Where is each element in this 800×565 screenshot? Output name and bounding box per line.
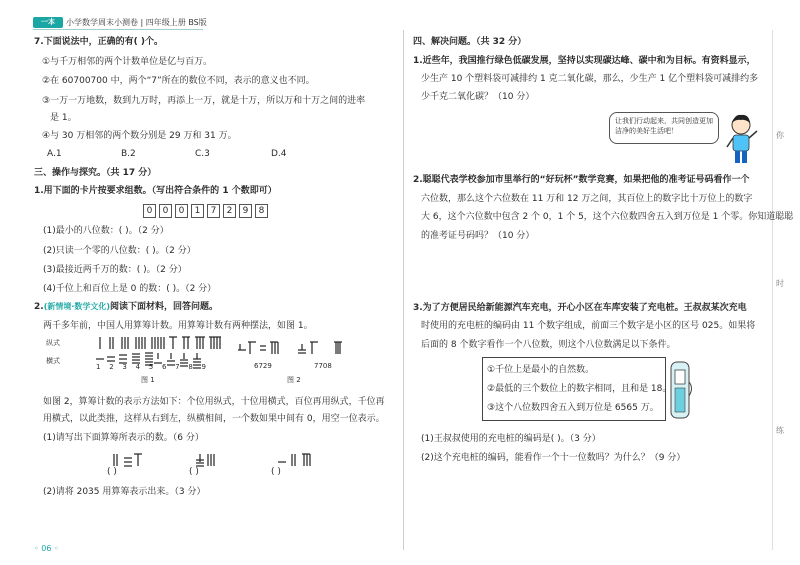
q7-item-3b: 是 1。: [50, 113, 77, 123]
number-card: 1: [191, 204, 204, 218]
vertical-form-label: 纵式: [46, 339, 60, 347]
number-card: 7: [207, 204, 220, 218]
s3-q1-part-2: (2)只读一个零的八位数：( )。（2 分）: [43, 246, 196, 256]
s3-q2-stem-rest: 阅读下面材料，回答问题。: [110, 302, 219, 312]
s4-q2-line-3: 大 6，这个六位数中包含 2 个 0，1 个 5，这个六位数四舍五入到万位是 1 个零。你知道聪聪: [421, 212, 794, 222]
s3-q2-sub-1: (1)请写出下面算筹所表示的数。（6 分）: [43, 433, 204, 443]
column-divider: [403, 30, 404, 550]
digit-label: 5: [148, 363, 154, 371]
answer-blank-2[interactable]: ( ): [189, 467, 199, 477]
boy-illustration: [723, 113, 759, 165]
rod-numerals-exercise: [104, 452, 334, 468]
q7-option-a: A.1: [47, 149, 62, 159]
margin-rule: [772, 30, 773, 550]
number-cards: [143, 204, 268, 218]
q7-option-c: C.3: [195, 149, 210, 159]
q7-item-4: ④与 30 万相邻的两个数分别是 29 万和 31 万。: [42, 131, 237, 141]
s3-q2-stem: [34, 301, 218, 313]
s4-q2-line-4: 的准考证号码吗？（10 分）: [421, 231, 535, 241]
section-3-title: 三、操作与探究。（共 17 分）: [34, 168, 157, 178]
vertical-rods: [100, 337, 221, 349]
digit-labels: [96, 363, 206, 372]
q7-item-1: ①与千万相邻的两个计数单位是亿与百万。: [42, 57, 213, 67]
q7-option-d: D.4: [271, 149, 287, 159]
digit-label: 6: [161, 363, 167, 371]
new-context-tag: (新情境·数学文化): [43, 302, 111, 311]
s4-q3-line-2: 时使用的充电桩的编码由 11 个数字组成，前面三个数字是小区的区号 025。如果将: [421, 321, 756, 331]
s4-q3-sub-1: (1)王叔叔使用的充电桩的编码是( )。（3 分）: [421, 434, 601, 444]
figure-2-number-1: 6729: [254, 362, 272, 370]
digit-label: 8: [188, 363, 193, 371]
s4-q1-line-1: 1.近些年，我国推行绿色低碳发展，坚持以实现碳达峰、碳中和为目标。有资料显示，: [413, 56, 756, 66]
s3-q2-number: 2.: [34, 302, 44, 312]
number-card: 9: [239, 204, 252, 218]
digit-label: 3: [122, 363, 127, 371]
digit-label: 2: [109, 363, 114, 371]
figure-2-number-2: 7708: [314, 362, 332, 370]
number-card: 0: [175, 204, 188, 218]
digit-label: 7: [175, 363, 180, 371]
header-underline: [33, 29, 203, 30]
number-card: 2: [223, 204, 236, 218]
s4-q2-line-1: 2.聪聪代表学校参加市里举行的“好玩杯”数学竞赛，如果把他的准考证号码看作一个: [413, 175, 750, 185]
s3-q1-part-3: (3)最接近两千万的数：( )。（2 分）: [43, 265, 187, 275]
s4-q2-line-2: 六位数，那么这个六位数在 11 万和 12 万之间，其百位上的数字比十万位上的数字: [421, 194, 753, 204]
side-char-2: 时: [776, 279, 784, 288]
s3-q1-part-1: (1)最小的八位数：( )。（2 分）: [43, 226, 169, 236]
q7-item-2: ②在 60700700 中，两个“7”所在的数位不同，表示的意义也不同。: [42, 76, 315, 86]
page-number: ◦ 06 ◦: [34, 544, 59, 553]
digit-label: 9: [201, 363, 206, 371]
s3-q1-stem: 1.用下面的卡片按要求组数。（写出符合条件的 1 个数即可）: [34, 186, 277, 196]
figure-2-caption: 图 2: [287, 376, 301, 384]
q7-stem: 7.下面说法中，正确的有( )个。: [34, 37, 164, 47]
condition-1: ①千位上是最小的自然数。: [487, 365, 595, 375]
number-card: 8: [255, 204, 268, 218]
speech-bubble: 让我们行动起来，共同创造更加洁净的美好生活吧！: [609, 112, 719, 144]
s4-q3-line-3: 后面的 8 个数字看作一个八位数，则这个八位数满足以下条件。: [421, 340, 676, 350]
condition-3: ③这个八位数四舍五入到万位是 6565 万。: [487, 403, 659, 413]
charging-pile-icon: [668, 360, 694, 422]
q7-item-3: ③一万一万地数，数到九万时，再添上一万，就是十万，所以万和十万之间的进率: [42, 96, 366, 106]
s3-q1-part-4: (4)千位上和百位上是 0 的数：( )。（2 分）: [43, 284, 217, 294]
s3-q2-sub-2: (2)请将 2035 用算筹表示出来。（3 分）: [43, 487, 206, 497]
condition-2: ②最低的三个数位上的数字相同，且和是 18。: [487, 384, 672, 394]
header-title: 小学数学周末小测卷 | 四年级上册 BS版: [66, 18, 207, 27]
figure-1-caption: 图 1: [141, 376, 155, 384]
number-card: 0: [143, 204, 156, 218]
horizontal-form-label: 横式: [46, 357, 60, 365]
s4-q3-line-1: 3.为了方便居民给新能源汽车充电，开心小区在车库安装了充电桩。王叔叔某次充电: [413, 303, 747, 313]
answer-blank-1[interactable]: ( ): [107, 467, 117, 477]
section-4-title: 四、解决问题。（共 32 分）: [413, 37, 527, 47]
q7-option-b: B.2: [121, 149, 136, 159]
answer-blank-3[interactable]: ( ): [271, 467, 281, 477]
number-card: 0: [159, 204, 172, 218]
side-char-1: 你: [776, 131, 784, 140]
header-badge: 一本: [33, 17, 63, 28]
digit-label: 4: [135, 363, 141, 371]
digit-label: 1: [96, 363, 101, 371]
s3-q2-paragraph-2: 如图 2，算筹计数的表示方法如下：个位用纵式，十位用横式，百位再用纵式，千位再: [43, 397, 385, 407]
s3-q2-paragraph-1: 两千多年前，中国人用算筹计数。用算筹计数有两种摆法，如图 1。: [43, 321, 313, 331]
s4-q1-line-3: 少千克二氧化碳？（10 分）: [421, 92, 535, 102]
s4-q3-sub-2: (2)这个充电桩的编码，能看作一个十一位数吗？为什么？（9 分）: [421, 453, 686, 463]
rod-numerals-figure-2: [238, 340, 348, 362]
s4-q1-line-2: 少生产 10 个塑料袋可减排约 1 克二氧化碳，那么，少生产 1 亿个塑料袋可减排约多: [421, 74, 759, 84]
s3-q2-paragraph-3: 用横式，以此类推，这样从右到左，纵横相间，一个数如果中间有 0，用空一位表示。: [43, 414, 385, 424]
side-char-3: 练: [776, 426, 784, 435]
